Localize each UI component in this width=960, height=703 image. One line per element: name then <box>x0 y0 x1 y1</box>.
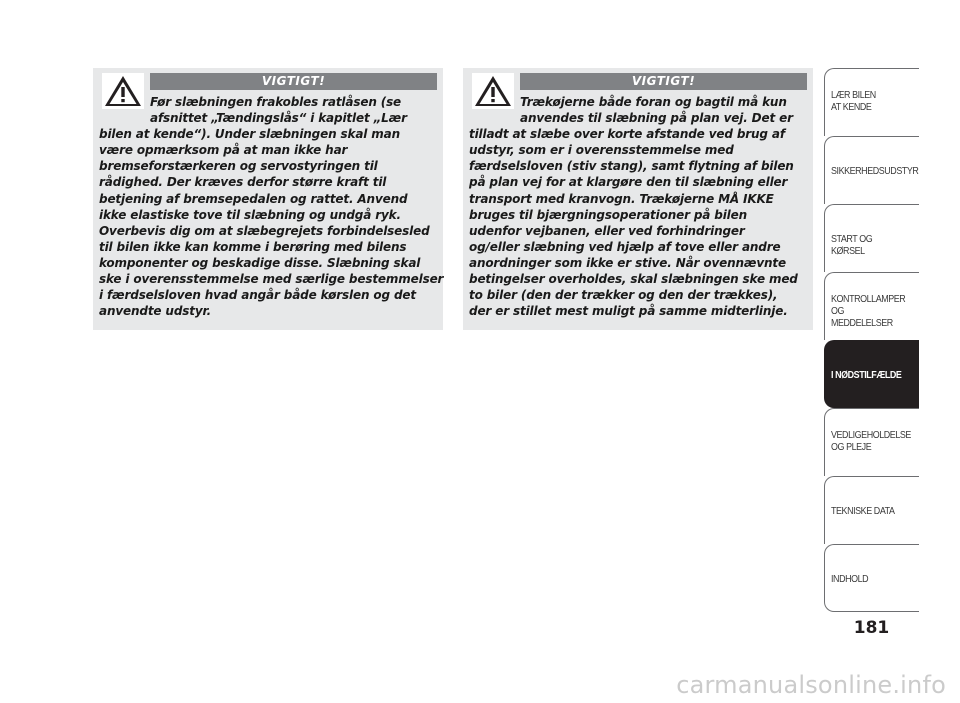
tab-label: VEDLIGEHOLDELSE OG PLEJE <box>831 429 911 453</box>
warning-line: betingelser overholdes, skal slæbningen ske med <box>469 272 798 287</box>
warning-box-towing-steering-lock <box>93 68 443 330</box>
warning-line: udenfor vejbanen, eller ved forhindringer <box>469 223 745 238</box>
tab-label: TEKNISKE DATA <box>831 505 895 517</box>
chapter-sidebar <box>824 68 919 612</box>
warning-line: og/eller slæbning ved hjælp af tove eller andre <box>469 239 781 254</box>
warning-text <box>469 94 807 319</box>
tab-label: LÆR BILEN AT KENDE <box>831 89 876 113</box>
warning-line: bilen at kende“). Under slæbningen skal man <box>99 127 400 142</box>
tab-tekniske-data[interactable] <box>824 476 919 544</box>
warning-line: afsnittet „Tændingslås“ i kapitlet „Lær <box>150 111 407 126</box>
watermark: carmanualsonline.info <box>676 671 946 699</box>
warning-header: VIGTIGT! <box>520 73 807 90</box>
warning-line: Overbevis dig om at slæbegrejets forbindelsesled <box>99 223 430 238</box>
warning-line: anvendes til slæbning på plan vej. Det er <box>520 111 793 126</box>
warning-line: på plan vej for at klargøre den til slæbning eller <box>469 175 788 190</box>
warning-line: i færdselsloven hvad angår både kørslen og det <box>99 288 416 303</box>
warning-line: komponenter og beskadige disse. Slæbning skal <box>99 255 421 270</box>
tab-laer-bilen-at-kende[interactable] <box>824 68 919 136</box>
warning-line: udstyr, som er i overensstemmelse med <box>469 143 734 158</box>
tab-sikkerhedsudstyr[interactable] <box>824 136 919 204</box>
warning-box-towing-eyes <box>463 68 813 330</box>
warning-line: tilladt at slæbe over korte afstande ved brug af <box>469 127 785 142</box>
tab-indhold[interactable] <box>824 544 919 612</box>
tab-label: INDHOLD <box>831 573 869 585</box>
warning-line: bremseforstærkeren og servostyringen til <box>99 159 378 174</box>
warning-text <box>99 94 444 319</box>
warning-line: Før slæbningen frakobles ratlåsen (se <box>150 95 402 109</box>
page-number: 181 <box>853 618 890 638</box>
tab-label: KONTROLLAMPER OG MEDDELELSER <box>831 293 906 329</box>
warning-line: færdselsloven (stiv stang), samt flytning af bilen <box>469 159 794 174</box>
tab-i-noedstilfaelde[interactable] <box>824 340 919 408</box>
warning-line: transport med kranvogn. Trækøjerne MÅ IKKE <box>469 191 774 206</box>
warning-header: VIGTIGT! <box>150 73 437 90</box>
warning-line: bruges til bjærgningsoperationer på bilen <box>469 207 748 222</box>
warning-line: Trækøjerne både foran og bagtil må kun <box>520 95 787 109</box>
tab-label: SIKKERHEDSUDSTYR <box>831 165 919 177</box>
tab-start-og-koersel[interactable] <box>824 204 919 272</box>
warning-line: der er stillet mest muligt på samme midterlinje. <box>469 304 788 319</box>
warning-line: rådighed. Der kræves derfor større kraft til <box>99 175 387 190</box>
warning-line: to biler (den der trækker og den der trækkes), <box>469 288 778 303</box>
tab-label: START OG KØRSEL <box>831 233 873 257</box>
warning-line: ikke elastiske tove til slæbning og undgå ryk. <box>99 207 401 222</box>
warning-line: betjening af bremsepedalen og rattet. Anvend <box>99 191 408 206</box>
warning-line: være opmærksom på at man ikke har <box>99 143 348 158</box>
tab-vedligeholdelse[interactable] <box>824 408 919 476</box>
tab-label: I NØDSTILFÆLDE <box>831 369 902 381</box>
warning-line: anordninger som ikke er stive. Når ovennævnte <box>469 255 786 270</box>
warning-line: anvendte udstyr. <box>99 304 211 319</box>
warning-line: til bilen ikke kan komme i berøring med bilens <box>99 239 407 254</box>
warning-line: ske i overensstemmelse med særlige bestemmelser <box>99 272 444 287</box>
tab-kontrollamper[interactable] <box>824 272 919 340</box>
